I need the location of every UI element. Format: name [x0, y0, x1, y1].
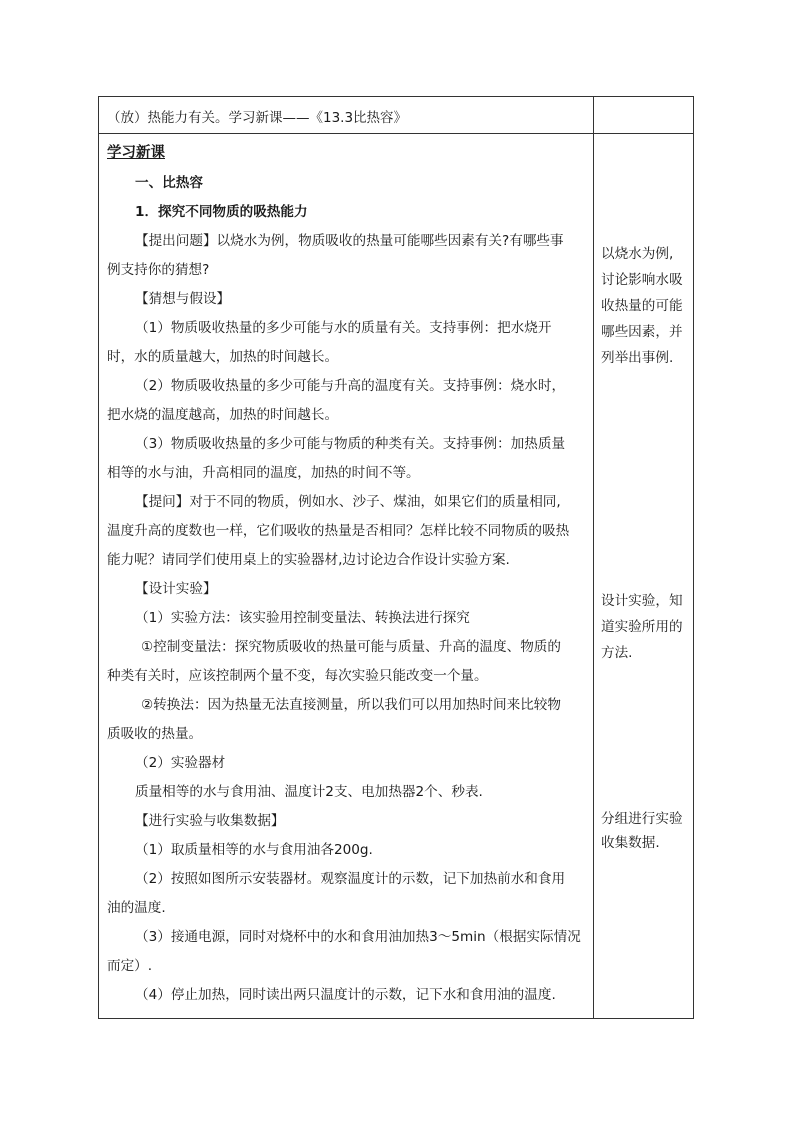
heading-explore: 1．探究不同物质的吸热能力 [135, 204, 308, 220]
text-line: （1）实验方法：该实验用控制变量法、转换法进行探究 [135, 610, 470, 626]
text-line: 把水烧的温度越高，加热的时间越长。 [107, 407, 339, 423]
lesson-table [98, 96, 694, 1019]
text-line: 质量相等的水与食用油、温度计2支、电加热器2个、秒表. [135, 784, 483, 800]
section-title: 学习新课 [107, 145, 165, 161]
note-line: 收集数据. [601, 835, 660, 851]
note-line: 以烧水为例, [601, 246, 674, 262]
note-line: 分组进行实验 [601, 811, 683, 827]
note-line: 道实验所用的 [601, 619, 683, 635]
text-line: （2）按照如图所示安装器材。观察温度计的示数，记下加热前水和食用 [135, 871, 566, 887]
text-line: 种类有关时，应该控制两个量不变，每次实验只能改变一个量。 [107, 668, 488, 684]
text-line: （2）实验器材 [135, 755, 226, 771]
text-line: 能力呢？请同学们使用桌上的实验器材,边讨论边合作设计实验方案. [107, 552, 510, 568]
text-line: （1）取质量相等的水与食用油各200g. [135, 842, 373, 858]
text-line: （4）停止加热，同时读出两只温度计的示数，记下水和食用油的温度. [135, 987, 556, 1003]
note-line: 方法. [601, 645, 633, 661]
text-line: （1）物质吸收热量的多少可能与水的质量有关。支持事例：把水烧开 [135, 320, 552, 336]
text-line: 而定）. [107, 958, 153, 974]
text-line: 质吸收的热量。 [107, 726, 203, 742]
text-line: ①控制变量法：探究物质吸收的热量可能与质量、升高的温度、物质的 [141, 639, 561, 655]
text-line: （2）物质吸收热量的多少可能与升高的温度有关。支持事例：烧水时， [135, 378, 566, 394]
note-line: 讨论影响水吸 [601, 272, 683, 288]
text-line: 温度升高的度数也一样，它们吸收的热量是否相同？怎样比较不同物质的吸热 [107, 523, 570, 539]
table-row-continuation [99, 97, 693, 134]
text-line: （3）接通电源，同时对烧杯中的水和食用油加热3～5min（根据实际情况 [135, 929, 581, 945]
note-line: 哪些因素，并 [601, 324, 683, 340]
column-divider [593, 97, 594, 1018]
text-line: 例支持你的猜想? [107, 262, 210, 278]
text-line: 【提出问题】以烧水为例，物质吸收的热量可能哪些因素有关?有哪些事 [135, 233, 564, 249]
continuation-text: （放）热能力有关。学习新课——《13.3比热容》 [107, 110, 408, 126]
text-line: 时，水的质量越大，加热的时间越长。 [107, 349, 339, 365]
text-line: 【猜想与假设】 [135, 291, 231, 307]
text-line: 油的温度. [107, 900, 166, 916]
note-line: 列举出事例. [601, 350, 674, 366]
text-line: ②转换法：因为热量无法直接测量，所以我们可以用加热时间来比较物 [141, 697, 561, 713]
text-line: 【设计实验】 [135, 581, 217, 597]
heading-specific-heat: 一、比热容 [135, 175, 203, 191]
text-line: （3）物质吸收热量的多少可能与物质的种类有关。支持事例：加热质量 [135, 436, 566, 452]
note-line: 收热量的可能 [601, 298, 683, 314]
text-line: 【进行实验与收集数据】 [135, 813, 285, 829]
text-line: 【提问】对于不同的物质，例如水、沙子、煤油，如果它们的质量相同, [135, 494, 561, 510]
text-line: 相等的水与油，升高相同的温度，加热的时间不等。 [107, 465, 420, 481]
note-line: 设计实验，知 [601, 593, 683, 609]
